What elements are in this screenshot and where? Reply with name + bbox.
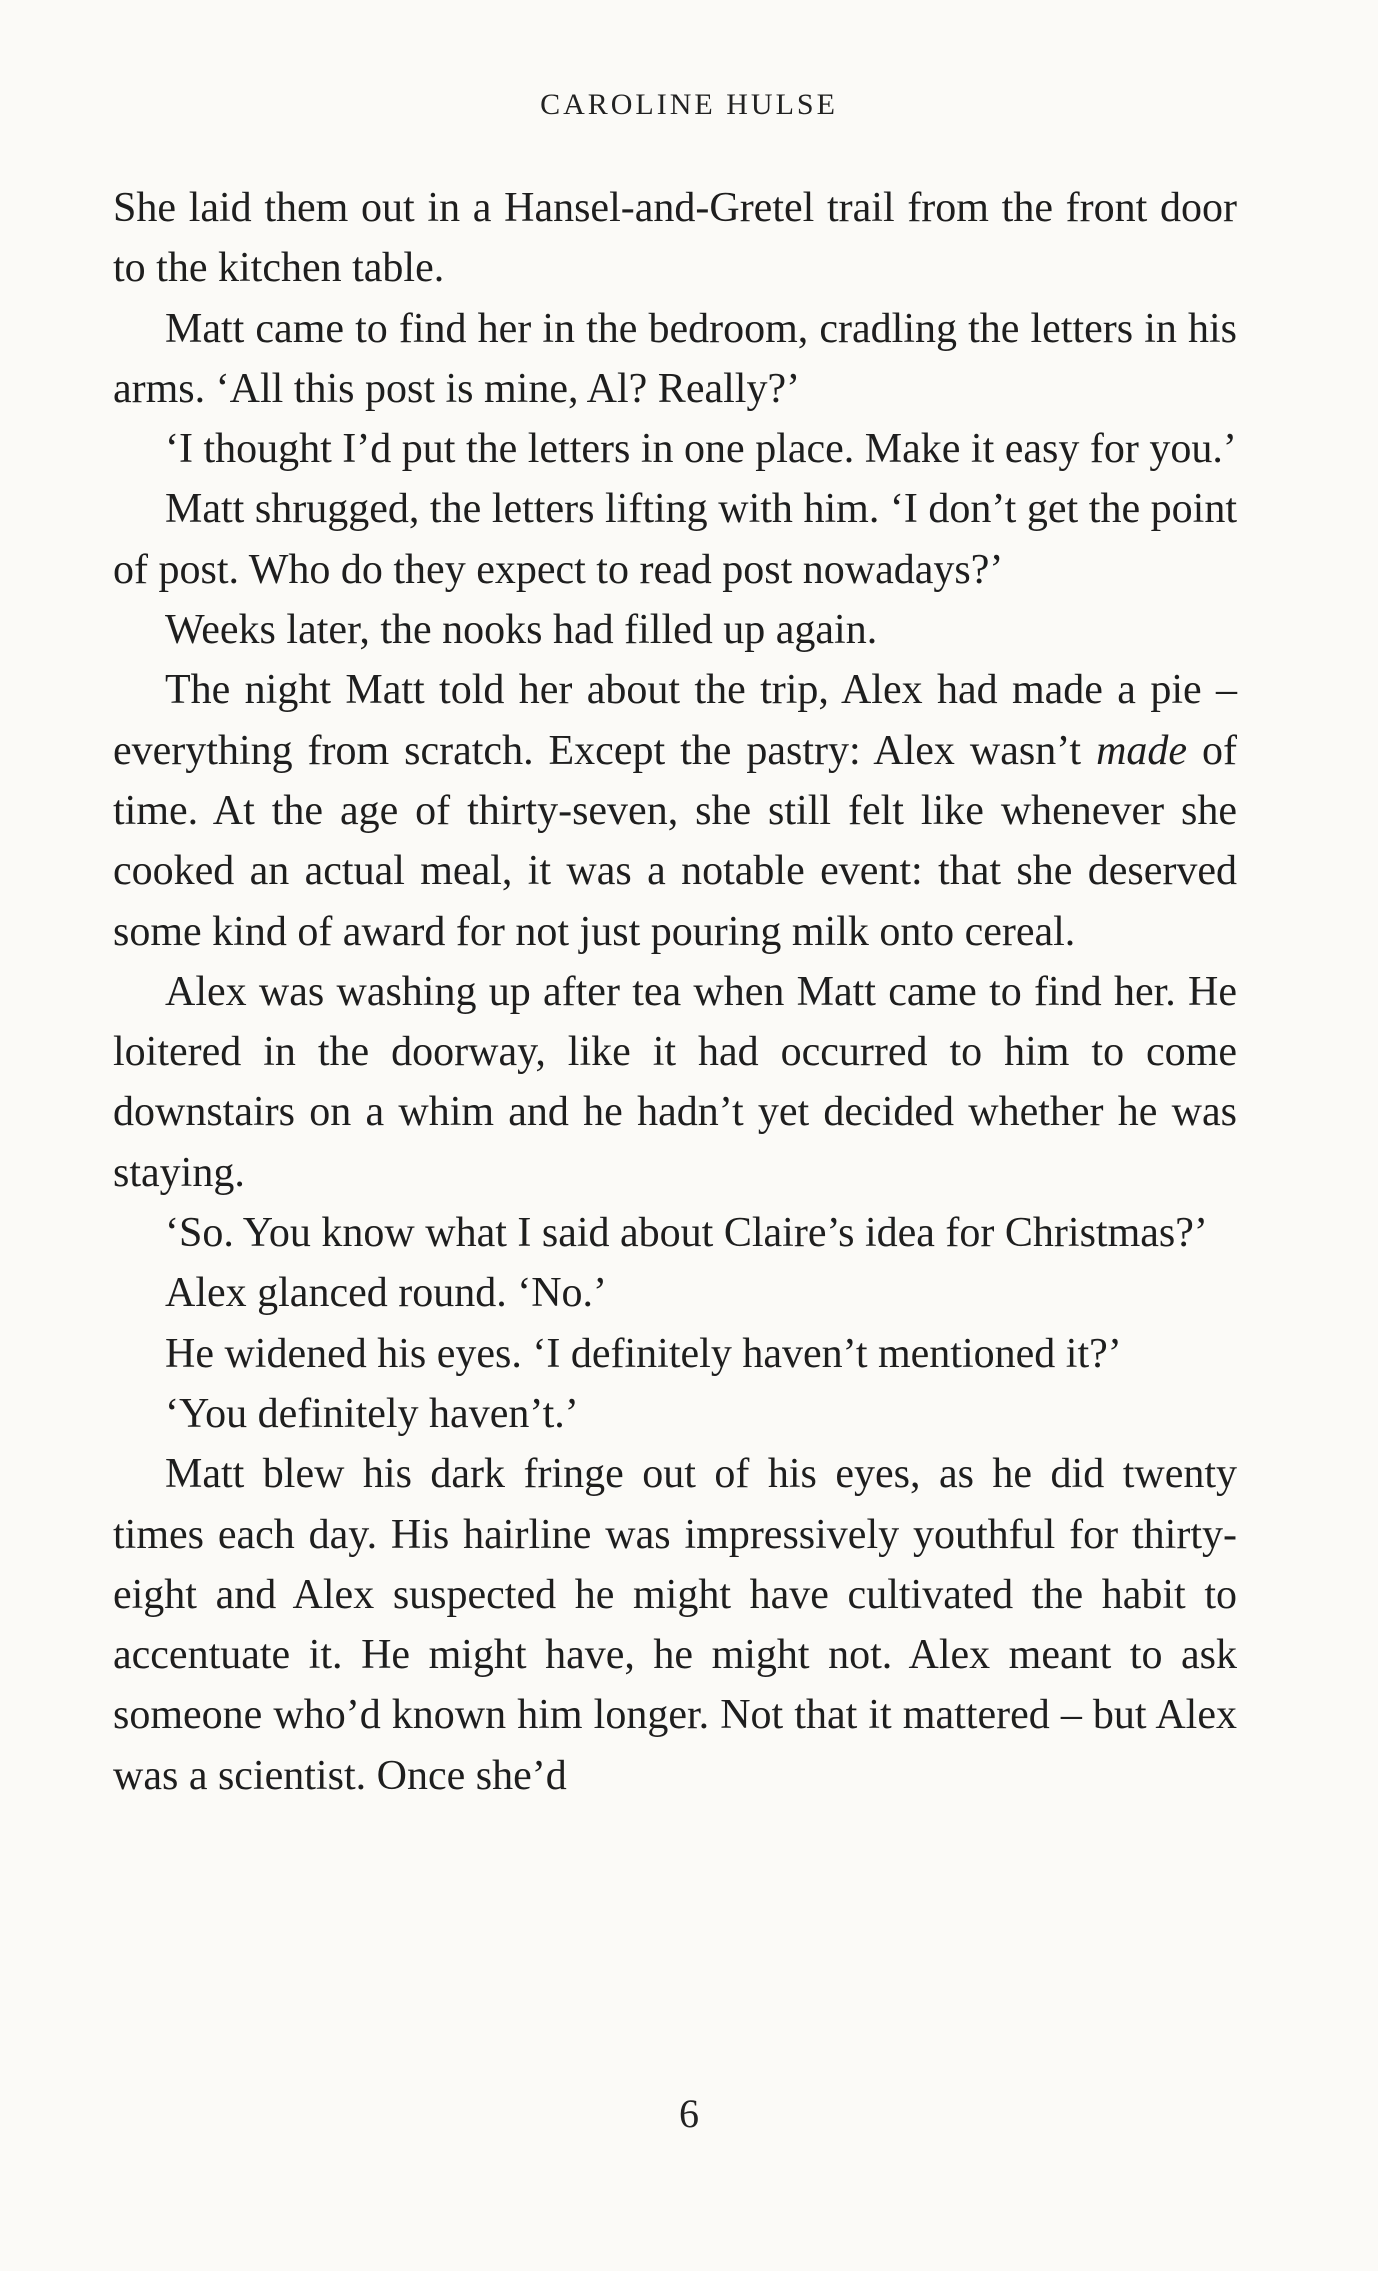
paragraph: She laid them out in a Hansel-and-Gretel trail from the front door to the kitchen table. xyxy=(113,185,1237,292)
paragraph: Matt came to find her in the bedroom, cradling the letters in his arms. ‘All this post is mine, Al? Really?’ xyxy=(113,305,1237,412)
paragraph: Matt shrugged, the letters lifting with him. ‘I don’t get the point of post. Who do they expect to read post nowadays?’ xyxy=(113,486,1237,593)
body-text xyxy=(113,178,1237,1806)
paragraph: Alex was washing up after tea when Matt came to find her. He loitered in the doorway, like it had occurred to him to come downstairs on a whim and he hadn’t yet decided whether he was staying. xyxy=(113,968,1237,1196)
running-head: CAROLINE HULSE xyxy=(540,88,838,121)
paragraph: Weeks later, the nooks had filled up again. xyxy=(165,607,878,654)
paragraph: Alex glanced round. ‘No.’ xyxy=(165,1270,608,1317)
paragraph: ‘You definitely haven’t.’ xyxy=(165,1390,579,1437)
page-number: 6 xyxy=(679,2091,699,2136)
emphasis: made xyxy=(1096,727,1188,774)
paragraph: ‘I thought I’d put the letters in one place. Make it easy for you.’ xyxy=(165,426,1237,473)
paragraph: ‘So. You know what I said about Claire’s idea for Christmas?’ xyxy=(165,1210,1208,1257)
paragraph: The night Matt told her about the trip, Alex had made a pie – everything from scratch. Except the pastry: Alex wasn’t made of time. At the age of thirty-seven, she still felt like whenever she cooked an actual meal, it was a notable event: that she deserved some kind of award for not just pouring milk onto cereal. xyxy=(113,667,1237,955)
paragraph: Matt blew his dark fringe out of his eyes, as he did twenty times each day. His hairline was impressively youthful for thirty-eight and Alex suspected he might have cultivated the habit to accentuate it. He might have, he might not. Alex meant to ask someone who’d known him longer. Not that it mattered – but Alex was a scientist. Once she’d xyxy=(113,1451,1237,1799)
paragraph: He widened his eyes. ‘I definitely haven’t mentioned it?’ xyxy=(165,1330,1122,1377)
